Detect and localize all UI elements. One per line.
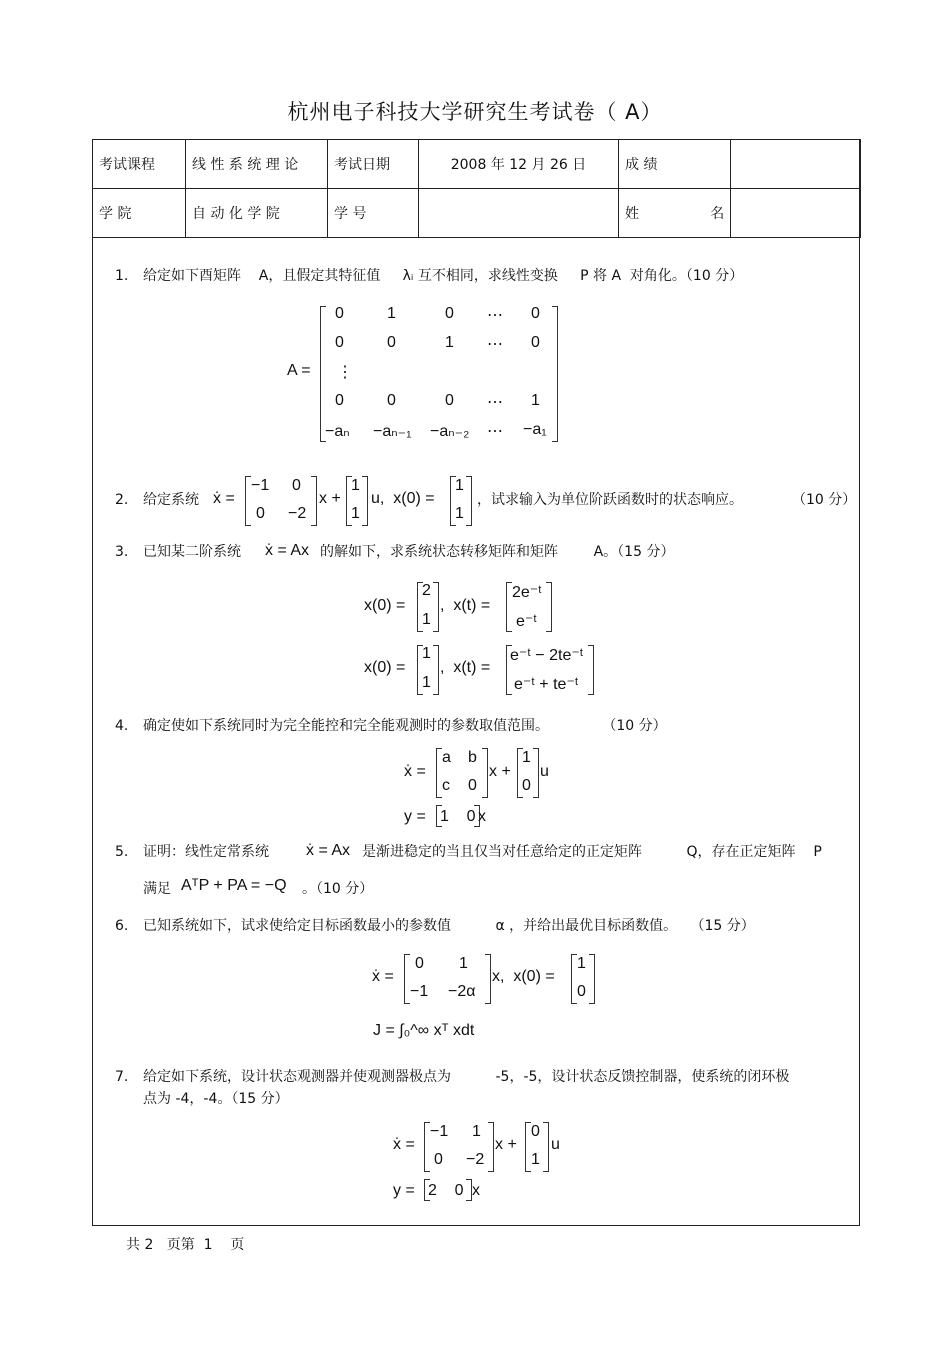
q6-text: 已知系统如下，试求使给定目标函数最小的参数值 α ，并给出最优目标函数值。 （15 分）	[143, 918, 755, 934]
matrix-cell: 0	[335, 305, 344, 322]
q5-text: 证明：线性定常系统	[143, 844, 269, 860]
q5-text-c: 满足	[143, 881, 171, 897]
q2-score: （10 分）	[792, 492, 857, 508]
matrix-cell: 0	[531, 1123, 540, 1140]
q2-number: 2.	[115, 492, 129, 508]
matrix-cell: 0	[387, 392, 396, 409]
matrix-cell: −1	[251, 477, 270, 494]
matrix-cell: 0	[531, 334, 540, 351]
q4-u: u	[540, 763, 549, 780]
matrix-cell: 0	[256, 505, 265, 522]
q3-v2-bracket-right	[546, 582, 552, 632]
q4-B-bracket-right	[533, 748, 539, 798]
q2-xdot: ẋ =	[213, 490, 235, 507]
q6-x0-bracket-right	[589, 954, 595, 1004]
q7-C: 2 0	[428, 1182, 464, 1199]
q4-x: x	[478, 808, 486, 825]
matrix-cell: 1	[531, 1151, 540, 1168]
q2-x-plus: x +	[319, 490, 341, 507]
exam-frame	[92, 139, 860, 1226]
q2-B-bracket-right	[362, 476, 368, 526]
q5-equation: ẋ = Ax	[306, 842, 351, 859]
q2-A-bracket-right	[311, 476, 317, 526]
q6-A-bracket-right	[485, 954, 491, 1004]
matrix-cell: −aₙ₋₂	[430, 423, 470, 440]
matrix-cell: −2α	[448, 983, 476, 1000]
q7-number: 7.	[115, 1069, 129, 1085]
q3-v1-bracket-right	[433, 582, 439, 632]
q4-y: y =	[404, 808, 426, 825]
matrix-cell: ⋮	[337, 364, 353, 381]
q5-lyapunov: AᵀP + PA = −Q	[181, 877, 287, 894]
course-label: 考试课程	[93, 140, 186, 189]
q3-text-b: 的解如下，求系统状态转移矩阵和矩阵 A。（15 分）	[320, 544, 675, 560]
matrix-cell: 0	[335, 392, 344, 409]
q1-text: 给定如下酉矩阵 A，且假定其特征值 λᵢ 互不相同，求线性变换 P 将 A 对角化。（10 分）	[143, 268, 744, 284]
student-id-value	[419, 189, 619, 238]
q4-number: 4.	[115, 718, 129, 734]
matrix-cell: e⁻ᵗ	[516, 613, 537, 630]
matrix-cell: 0	[468, 777, 477, 794]
q4-xp: x +	[489, 763, 511, 780]
college-value: 自 动 化 学 院	[186, 189, 328, 238]
q5-text-d: 。（10 分）	[302, 881, 374, 897]
matrix-cell: 1	[472, 1123, 481, 1140]
matrix-cell: ⋯	[487, 423, 503, 440]
college-label: 学 院	[93, 189, 186, 238]
matrix-cell: −1	[430, 1123, 449, 1140]
matrix-cell: 1	[455, 505, 464, 522]
page-footer: 共 2 页第 1 页	[126, 1237, 245, 1253]
score-label: 成 绩	[619, 140, 731, 189]
q6-number: 6.	[115, 918, 129, 934]
matrix-cell: 1	[422, 645, 431, 662]
q7-y: y =	[393, 1182, 415, 1199]
matrix-cell: 0	[445, 392, 454, 409]
q7-u: u	[551, 1136, 560, 1153]
matrix-cell: e⁻ᵗ − 2te⁻ᵗ	[510, 647, 584, 664]
q6-objective: J = ∫₀^∞ xᵀ xdt	[373, 1022, 475, 1039]
q6-xdot: ẋ =	[372, 968, 394, 985]
q7-xdot: ẋ =	[393, 1136, 415, 1153]
matrix-cell: 0	[415, 955, 424, 972]
q3-m2: , x(t) =	[440, 659, 491, 676]
q1-bracket-right	[552, 306, 558, 442]
matrix-cell: ⋯	[487, 394, 503, 411]
q5-number: 5.	[115, 844, 129, 860]
exam-header-table	[92, 139, 861, 238]
q2-text-a: 给定系统	[143, 492, 199, 508]
matrix-cell: 1	[387, 305, 396, 322]
q3-text: 已知某二阶系统	[143, 544, 241, 560]
q7-text-b: 点为 -4，-4。（15 分）	[143, 1091, 289, 1107]
q3-v4-bracket-right	[588, 645, 594, 695]
q3-l1: x(0) =	[364, 597, 406, 614]
name-label: 姓 名	[619, 189, 731, 238]
q5-text-b: 是渐进稳定的当且仅当对任意给定的正定矩阵 Q，存在正定矩阵 P	[362, 844, 822, 860]
matrix-cell: −a₁	[523, 421, 547, 438]
matrix-cell: −2	[288, 505, 307, 522]
q4-A-bracket-right	[482, 748, 488, 798]
q7-A-bracket-right	[488, 1122, 494, 1172]
q2-text-b: ，试求输入为单位阶跃函数时的状态响应。	[477, 492, 743, 508]
q7-text: 给定如下系统，设计状态观测器并使观测器极点为 -5，-5，设计状态反馈控制器，使系统的闭环极	[143, 1069, 790, 1085]
matrix-cell: ⋯	[487, 307, 503, 324]
matrix-cell: 0	[531, 305, 540, 322]
matrix-cell: 1	[351, 505, 360, 522]
matrix-cell: −2	[466, 1151, 485, 1168]
page-title: 杭州电子科技大学研究生考试卷（ A）	[287, 100, 663, 124]
matrix-cell: 2	[422, 582, 431, 599]
matrix-cell: a	[442, 749, 451, 766]
matrix-cell: −aₙ₋₁	[373, 423, 412, 440]
matrix-cell: 1	[522, 749, 531, 766]
matrix-cell: 1	[422, 611, 431, 628]
q3-m1: , x(t) =	[440, 597, 491, 614]
matrix-cell: ⋯	[487, 336, 503, 353]
matrix-cell: 1	[577, 955, 586, 972]
q2-u: u, x(0) =	[371, 490, 435, 507]
matrix-cell: 2e⁻ᵗ	[512, 584, 542, 601]
q1-number: 1.	[115, 268, 129, 284]
q7-xp: x +	[495, 1136, 517, 1153]
matrix-cell: c	[442, 777, 450, 794]
matrix-cell: −1	[410, 983, 429, 1000]
q3-equation: ẋ = Ax	[265, 542, 310, 559]
name-value	[731, 189, 861, 238]
matrix-cell: 0	[335, 334, 344, 351]
q7-B-bracket-right	[543, 1122, 549, 1172]
q4-C: 1 0	[440, 808, 476, 825]
date-label: 考试日期	[328, 140, 419, 189]
matrix-cell: 1	[445, 334, 454, 351]
matrix-cell: 1	[351, 477, 360, 494]
q3-v3-bracket-right	[433, 645, 439, 695]
matrix-cell: 0	[387, 334, 396, 351]
matrix-cell: 0	[434, 1151, 443, 1168]
matrix-cell: 0	[292, 477, 301, 494]
date-value: 2008 年 12 月 26 日	[419, 140, 619, 189]
matrix-cell: e⁻ᵗ + te⁻ᵗ	[514, 676, 579, 693]
course-value: 线 性 系 统 理 论	[186, 140, 328, 189]
matrix-cell: 1	[531, 392, 540, 409]
q2-x0-bracket-right	[466, 476, 472, 526]
matrix-cell: 1	[422, 674, 431, 691]
q3-l2: x(0) =	[364, 659, 406, 676]
matrix-cell: 1	[455, 477, 464, 494]
score-value	[731, 140, 861, 189]
q3-number: 3.	[115, 544, 129, 560]
q6-m: x, x(0) =	[492, 968, 555, 985]
student-id-label: 学 号	[328, 189, 419, 238]
matrix-cell: −aₙ	[325, 423, 350, 440]
matrix-cell: 0	[577, 983, 586, 1000]
q1-lhs: A =	[287, 362, 311, 379]
q7-x: x	[472, 1182, 480, 1199]
matrix-cell: 0	[445, 305, 454, 322]
matrix-cell: 0	[522, 777, 531, 794]
q4-xdot: ẋ =	[404, 763, 426, 780]
q4-text: 确定使如下系统同时为完全能控和完全能观测时的参数取值范围。 （10 分）	[143, 718, 667, 734]
matrix-cell: b	[468, 749, 477, 766]
matrix-cell: 1	[459, 955, 468, 972]
